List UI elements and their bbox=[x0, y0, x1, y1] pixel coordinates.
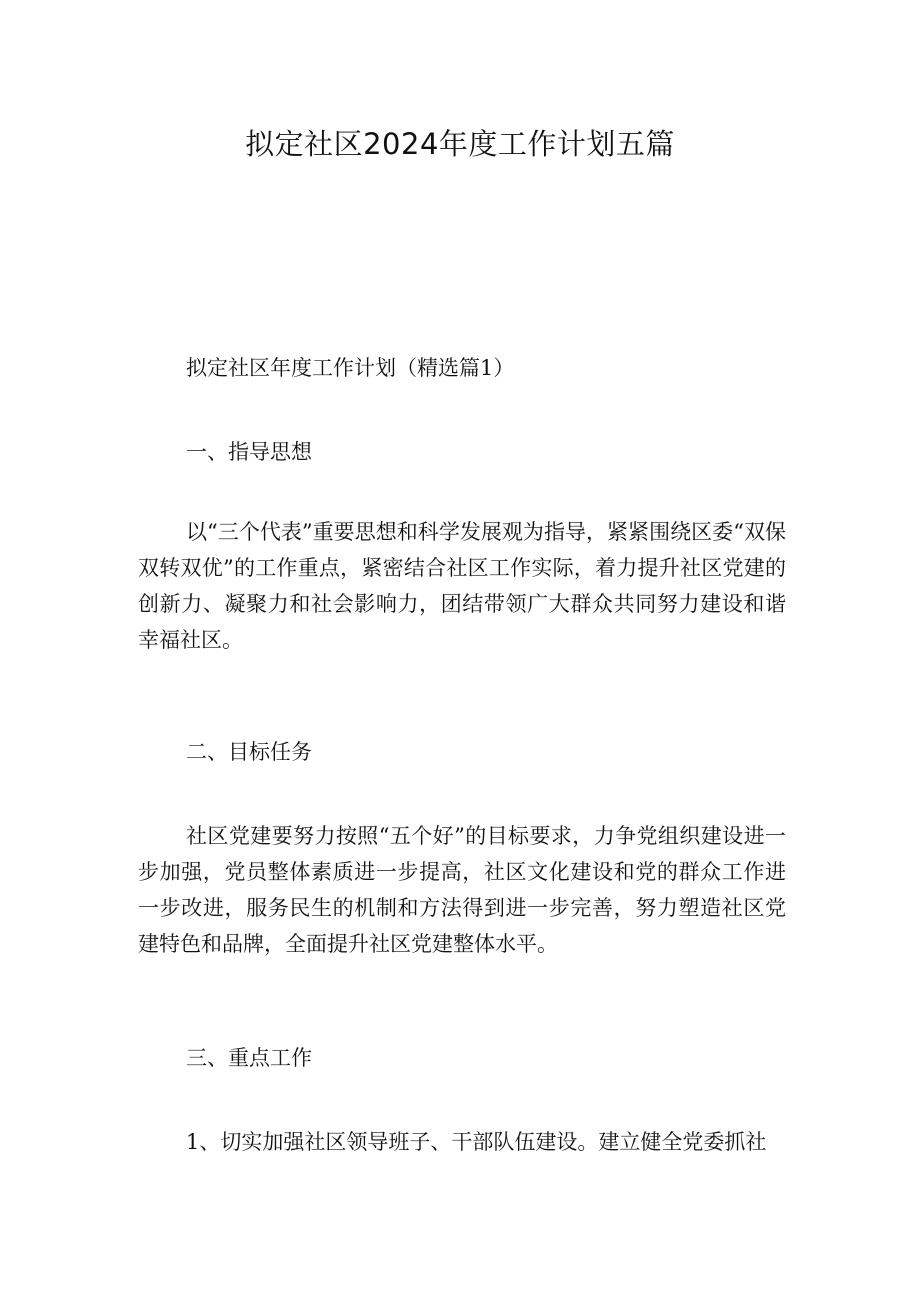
document-subtitle: 拟定社区年度工作计划（精选篇1） bbox=[186, 356, 515, 380]
section-paragraph-goals: 社区党建要努力按照“五个好”的目标要求，力争党组织建设进一步加强，党员整体素质进一步提高，社区文化建设和党的群众工作进一步改进，服务民生的机制和方法得到进一步完善，努力塑造社区党建特色和品牌，全面提升社区党建整体水平。 bbox=[138, 824, 786, 956]
section-paragraph-guiding-ideology: 以“三个代表”重要思想和科学发展观为指导，紧紧围绕区委“双保双转双优”的工作重点，紧密结合社区工作实际，着力提升社区党建的创新力、凝聚力和社会影响力，团结带领广大群众共同努力建设和谐幸福社区。 bbox=[138, 520, 786, 652]
section-paragraph-key-work-item-1: 1、切实加强社区领导班子、干部队伍建设。建立健全党委抓社 bbox=[186, 1130, 767, 1154]
section-heading-goals: 二、目标任务 bbox=[186, 740, 312, 764]
section-heading-guiding-ideology: 一、指导思想 bbox=[186, 440, 312, 464]
document-title: 拟定社区2024年度工作计划五篇 bbox=[245, 127, 675, 161]
section-heading-key-work: 三、重点工作 bbox=[186, 1046, 312, 1070]
